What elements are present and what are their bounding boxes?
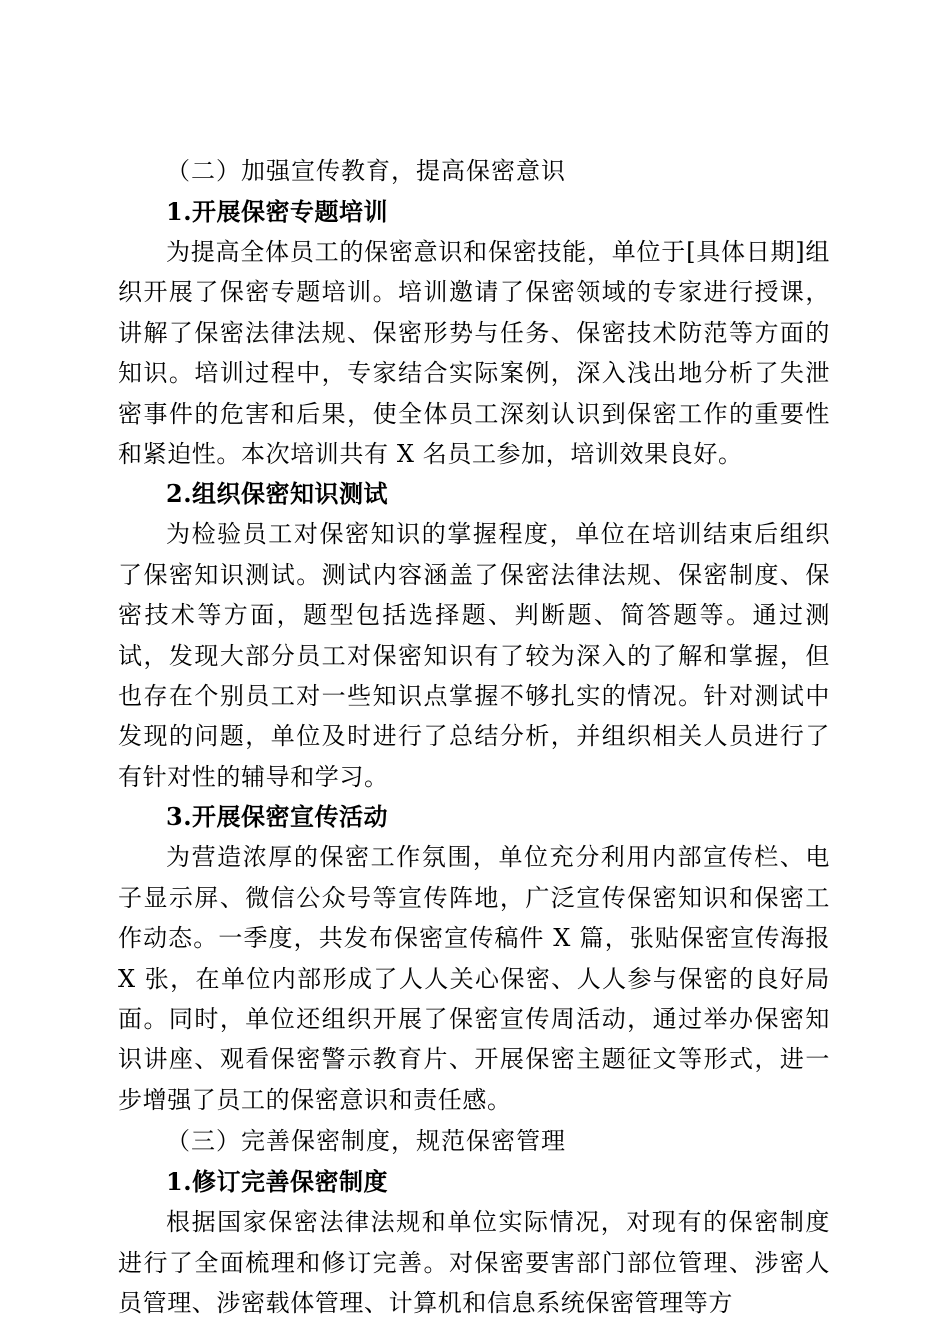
subsection-heading-3-1: 1.修订完善保密制度 <box>166 1167 389 1197</box>
subsection-heading-2-3: 3.开展保密宣传活动 <box>166 802 389 832</box>
paragraph-3-1: 根据国家保密法律法规和单位实际情况，对现有的保密制度进行了全面梳理和修订完善。对保密要害部门部位管理、涉密人员管理、涉密载体管理、计算机和信息系统保密管理等方 <box>118 1208 830 1317</box>
section-heading-2: （二）加强宣传教育，提高保密意识 <box>166 157 566 185</box>
subsection-heading-2-2: 2.组织保密知识测试 <box>166 479 389 509</box>
paragraph-2-3: 为营造浓厚的保密工作氛围，单位充分利用内部宣传栏、电子显示屏、微信公众号等宣传阵地，广泛宣传保密知识和保密工作动态。一季度，共发布保密宣传稿件 X 篇，张贴保密宣传海报 X 张，在单位内部形成了人人关心保密、人人参与保密的良好局面。同时，单位还组织开展了保密宣传周活动，通过举办保密知识讲座、观看保密警示教育片、开展保密主题征文等形式，进一步增强了员工的保密意识和责任感。 <box>118 843 830 1114</box>
section-heading-3: （三）完善保密制度，规范保密管理 <box>166 1127 566 1156</box>
paragraph-2-2: 为检验员工对保密知识的掌握程度，单位在培训结束后组织了保密知识测试。测试内容涵盖了保密法律法规、保密制度、保密技术等方面，题型包括选择题、判断题、简答题等。通过测试，发现大部分员工对保密知识有了较为深入的了解和掌握，但也存在个别员工对一些知识点掌握不够扎实的情况。针对测试中发现的问题，单位及时进行了总结分析，并组织相关人员进行了有针对性的辅导和学习。 <box>118 520 830 791</box>
document-body <box>118 150 830 1323</box>
paragraph-2-1: 为提高全体员工的保密意识和保密技能，单位于[具体日期]组织开展了保密专题培训。培训邀请了保密领域的专家进行授课，讲解了保密法律法规、保密形势与任务、保密技术防范等方面的知识。培训过程中，专家结合实际案例，深入浅出地分析了失泄密事件的危害和后果，使全体员工深刻认识到保密工作的重要性和紧迫性。本次培训共有 X 名员工参加，培训效果良好。 <box>118 238 830 469</box>
subsection-heading-2-1: 1.开展保密专题培训 <box>166 197 389 226</box>
